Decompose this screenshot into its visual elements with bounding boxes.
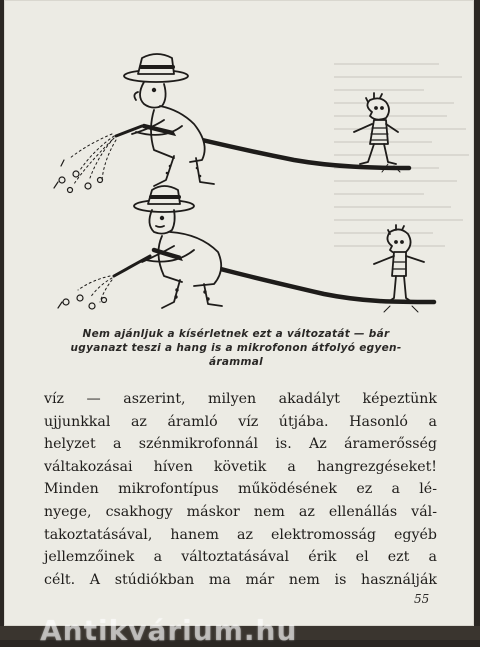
caption-line-1: Nem ajánljuk a kísérletnek ezt a változatát — bár bbox=[82, 328, 390, 340]
body-line: víz — aszerint, milyen akadályt képeztünk bbox=[44, 391, 437, 407]
caption-line-2: ugyanazt teszi a hang is a mikrofonon átfolyó egyen- bbox=[70, 342, 402, 354]
watermark: Antikvárium.hu bbox=[40, 614, 298, 647]
body-line: Minden mikrofontípus működésének ez a lé- bbox=[44, 481, 437, 498]
book-page bbox=[4, 0, 474, 626]
body-line: célt. A stúdiókban ma már nem is használják bbox=[44, 571, 437, 588]
body-line: takoztatásával, hanem az elektromosság egyéb bbox=[44, 526, 437, 543]
top-scene bbox=[54, 54, 409, 193]
body-line: jellemzőinek a változtatásával érik el ezt a bbox=[44, 549, 437, 566]
body-line: helyzet a szénmikrofonnál is. Az áramerősség bbox=[44, 436, 437, 453]
figure-caption bbox=[36, 327, 436, 369]
bottom-scene bbox=[58, 186, 434, 312]
body-line: váltakozásai híven követik a hangrezgéseket! bbox=[44, 458, 437, 475]
page-number: 55 bbox=[414, 592, 430, 606]
hose-illustration bbox=[4, 40, 474, 330]
body-line: nyege, csakhogy máskor nem az ellenállás vál- bbox=[44, 503, 437, 520]
body-paragraph bbox=[44, 388, 437, 591]
caption-line-3: árammal bbox=[208, 356, 263, 368]
body-line: ujjunkkal az áramló víz útjába. Hasonló a bbox=[44, 413, 437, 430]
